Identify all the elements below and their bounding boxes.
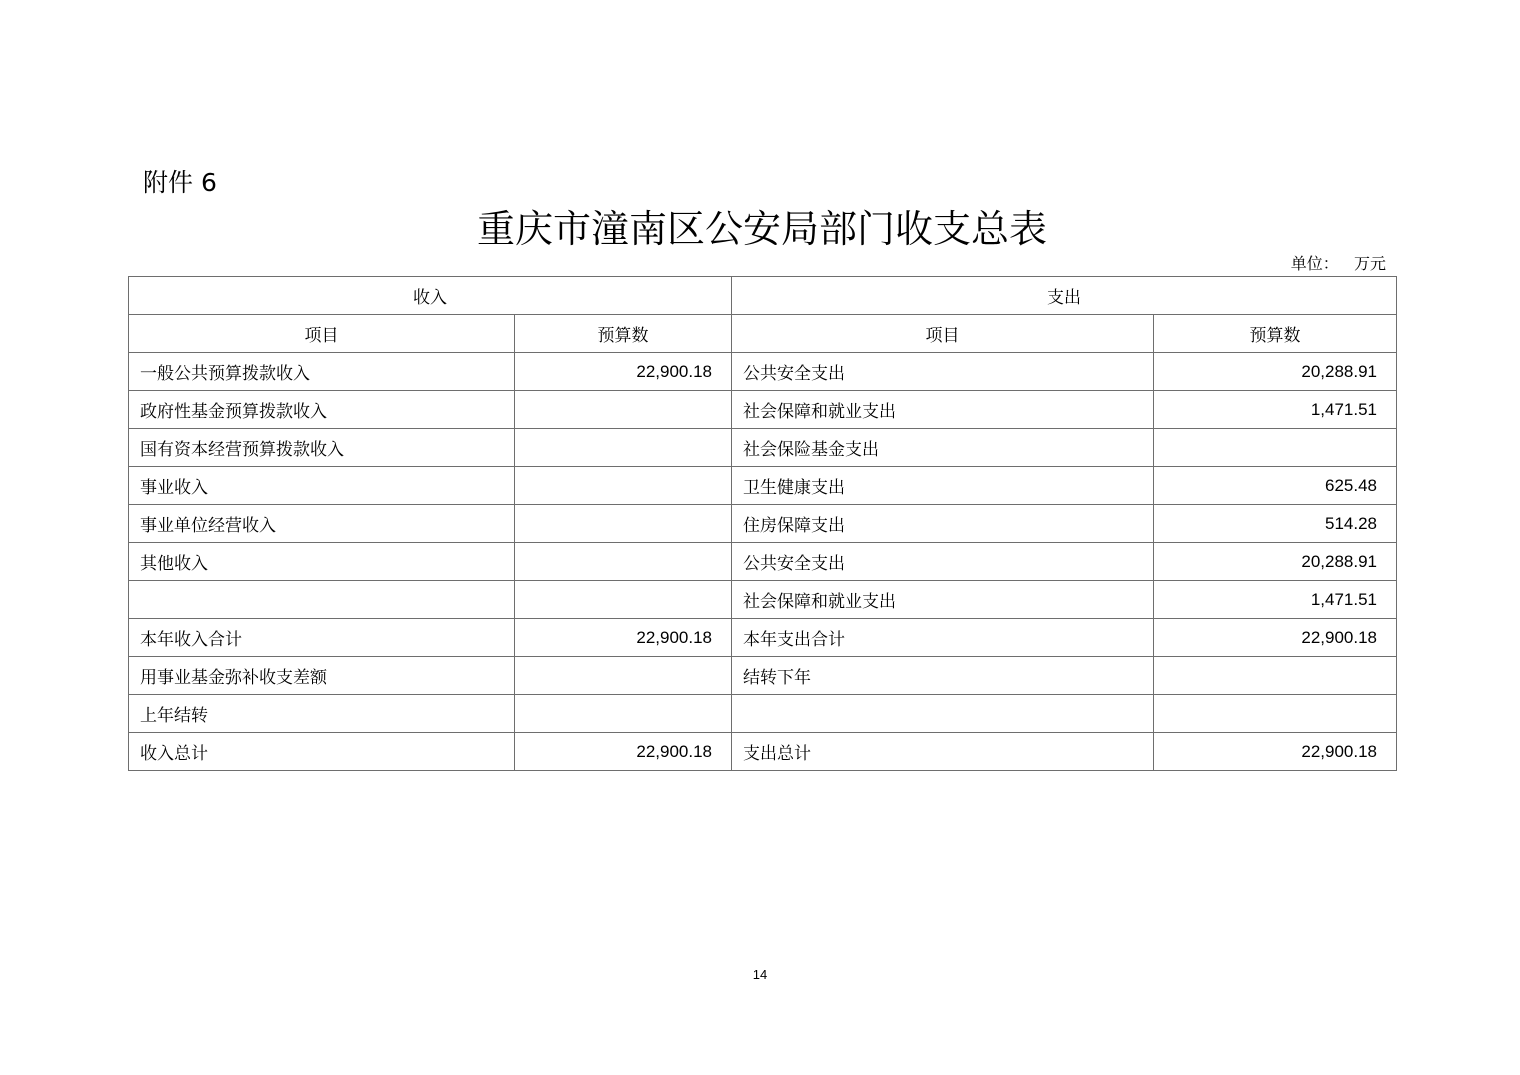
expense-item-cell: 住房保障支出 — [732, 505, 1154, 543]
expense-item-cell: 卫生健康支出 — [732, 467, 1154, 505]
expense-item-cell: 公共安全支出 — [732, 353, 1154, 391]
table-row — [129, 353, 1397, 391]
table-row — [129, 429, 1397, 467]
income-amount-cell — [515, 657, 732, 695]
income-item-cell: 国有资本经营预算拨款收入 — [129, 429, 515, 467]
income-item-cell — [129, 581, 515, 619]
income-amount-cell — [515, 429, 732, 467]
table-body — [129, 353, 1397, 771]
expense-item-cell: 结转下年 — [732, 657, 1154, 695]
table-row — [129, 391, 1397, 429]
budget-summary-table — [128, 276, 1397, 771]
expense-item-cell: 公共安全支出 — [732, 543, 1154, 581]
expense-item-header: 项目 — [732, 315, 1154, 353]
table-row — [129, 543, 1397, 581]
expense-amount-header: 预算数 — [1154, 315, 1397, 353]
expense-amount-cell: 1,471.51 — [1154, 581, 1397, 619]
expense-item-cell: 社会保险基金支出 — [732, 429, 1154, 467]
expense-amount-cell — [1154, 657, 1397, 695]
income-amount-cell: 22,900.18 — [515, 619, 732, 657]
expense-item-cell: 社会保障和就业支出 — [732, 581, 1154, 619]
expense-item-cell: 支出总计 — [732, 733, 1154, 771]
table-row — [129, 657, 1397, 695]
income-item-cell: 事业收入 — [129, 467, 515, 505]
attachment-label: 附件 6 — [143, 168, 217, 197]
expense-group-header: 支出 — [732, 277, 1397, 315]
unit-label: 单位： 万元 — [1290, 254, 1386, 273]
expense-amount-cell: 22,900.18 — [1154, 619, 1397, 657]
income-item-cell: 上年结转 — [129, 695, 515, 733]
income-amount-cell: 22,900.18 — [515, 733, 732, 771]
page-number: 14 — [752, 967, 768, 982]
income-item-header: 项目 — [129, 315, 515, 353]
income-amount-cell — [515, 543, 732, 581]
table-row — [129, 619, 1397, 657]
expense-amount-cell: 20,288.91 — [1154, 543, 1397, 581]
income-amount-cell — [515, 581, 732, 619]
income-amount-cell — [515, 695, 732, 733]
income-amount-cell — [515, 467, 732, 505]
table-row — [129, 695, 1397, 733]
expense-amount-cell: 514.28 — [1154, 505, 1397, 543]
expense-item-cell: 本年支出合计 — [732, 619, 1154, 657]
expense-item-cell: 社会保障和就业支出 — [732, 391, 1154, 429]
income-item-cell: 其他收入 — [129, 543, 515, 581]
expense-amount-cell: 625.48 — [1154, 467, 1397, 505]
group-header-row — [129, 277, 1397, 315]
expense-item-cell — [732, 695, 1154, 733]
income-item-cell: 用事业基金弥补收支差额 — [129, 657, 515, 695]
table-row — [129, 733, 1397, 771]
income-item-cell: 一般公共预算拨款收入 — [129, 353, 515, 391]
income-amount-cell — [515, 391, 732, 429]
income-item-cell: 政府性基金预算拨款收入 — [129, 391, 515, 429]
income-item-cell: 本年收入合计 — [129, 619, 515, 657]
expense-amount-cell — [1154, 695, 1397, 733]
income-item-cell: 事业单位经营收入 — [129, 505, 515, 543]
expense-amount-cell: 1,471.51 — [1154, 391, 1397, 429]
income-amount-cell: 22,900.18 — [515, 353, 732, 391]
income-amount-cell — [515, 505, 732, 543]
income-amount-header: 预算数 — [515, 315, 732, 353]
income-item-cell: 收入总计 — [129, 733, 515, 771]
expense-amount-cell — [1154, 429, 1397, 467]
column-header-row — [129, 315, 1397, 353]
table-row — [129, 467, 1397, 505]
table-row — [129, 581, 1397, 619]
income-group-header: 收入 — [129, 277, 732, 315]
expense-amount-cell: 20,288.91 — [1154, 353, 1397, 391]
document-title: 重庆市潼南区公安局部门收支总表 — [476, 207, 1047, 251]
expense-amount-cell: 22,900.18 — [1154, 733, 1397, 771]
table-row — [129, 505, 1397, 543]
